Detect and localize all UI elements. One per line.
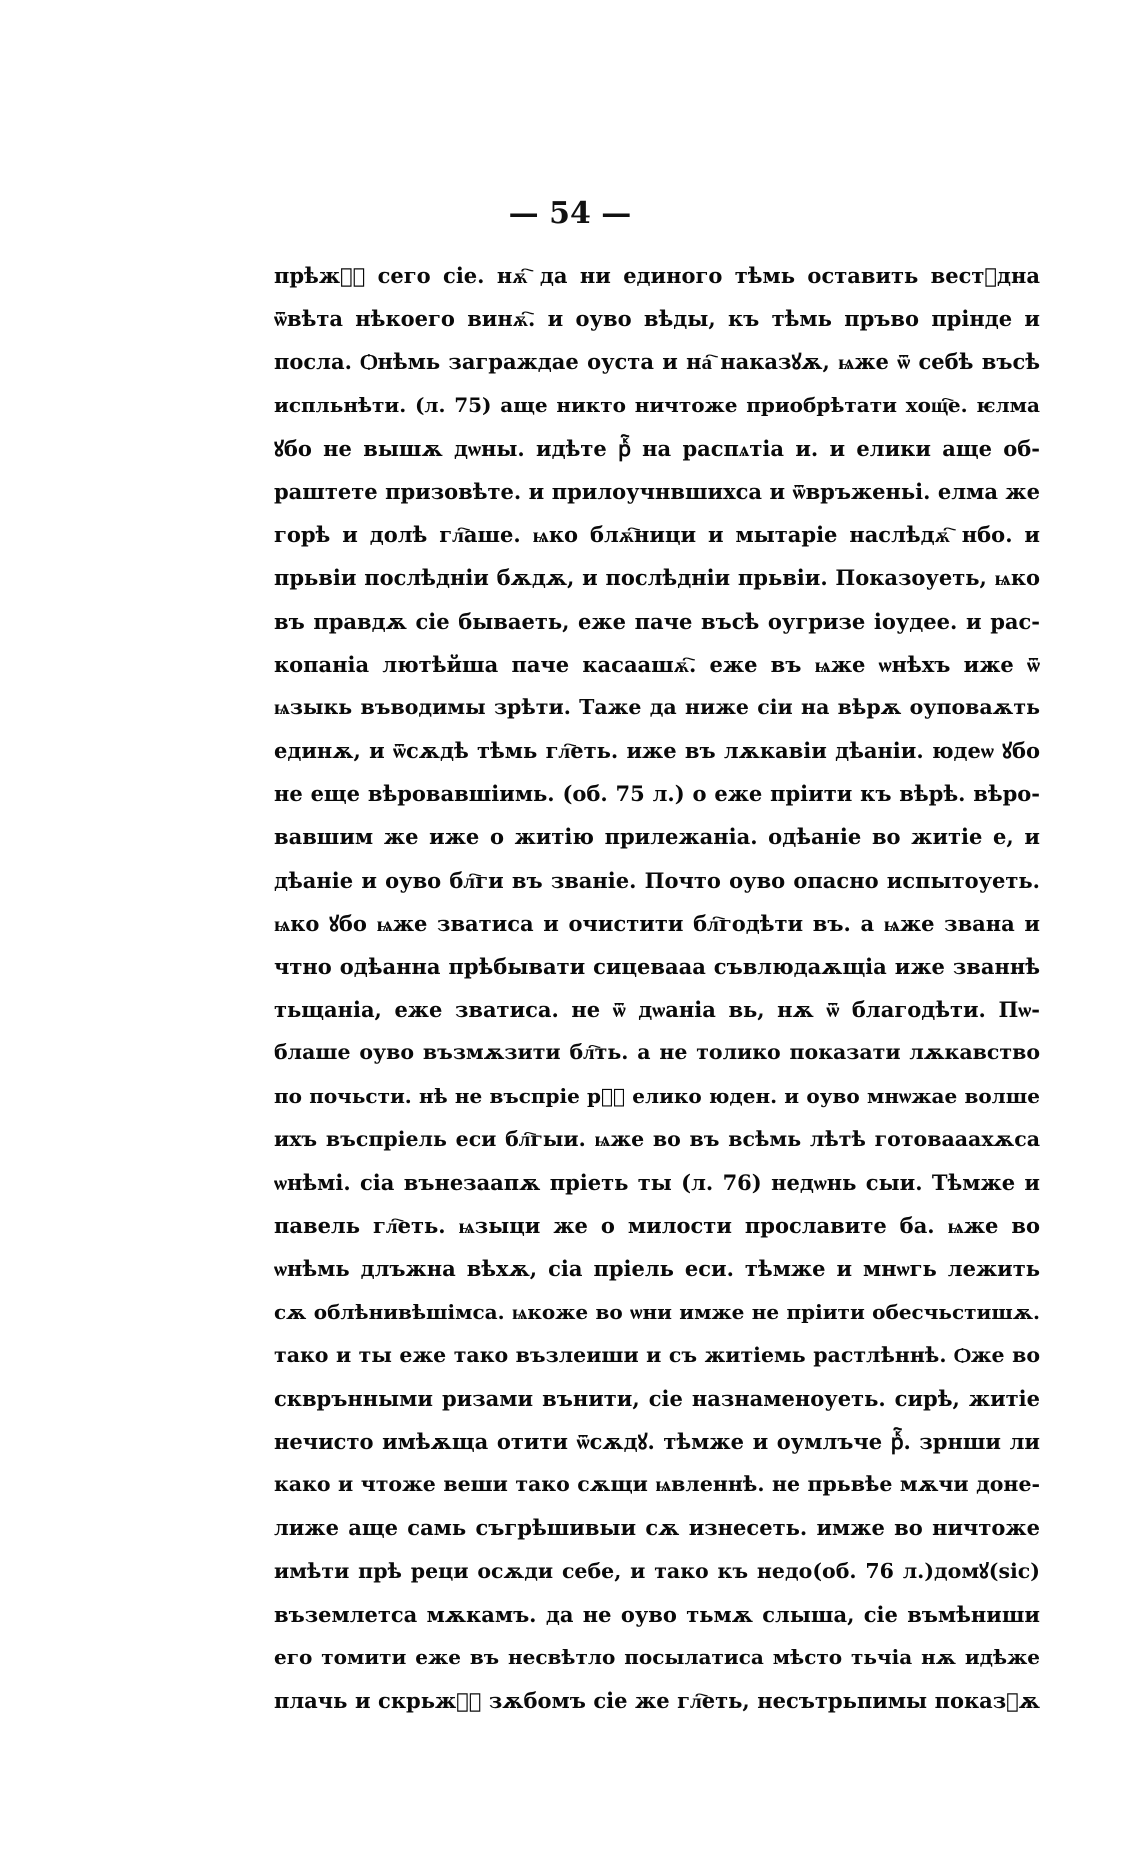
text-line: како и чтоже веши тако сѫщи ѩвленнѣ. не прьвѣе мѫчи доне- (274, 1472, 1040, 1497)
text-line: не еще вѣровавшіимь. (об. 75 л.) о еже пріити къ вѣрѣ. вѣро- (274, 781, 1040, 807)
text-line: тьщаніа, еже зватиса. не ѿ дѡаніа вь, нѫ ѿ благодѣти. Пѡ- (274, 997, 1040, 1023)
text-line: его томити еже въ несвѣтло посылатиса мѣсто тьчіа нѫ идѣже (274, 1645, 1040, 1669)
text-line: ихъ въспріель еси бл҇гыи. ѩже во въ всѣмь лѣтѣ готовааахѫса (274, 1126, 1040, 1151)
text-line: скврънными ризами вънити, сіе назнаменоуеть. сирѣ, житіе (274, 1385, 1040, 1411)
text-line: ѩко ꙋбо ѩже зватиса и очистити бл҇годѣти въ. а ѩже звана и (274, 910, 1040, 936)
text-line: ѩзыкь въводимы зрѣти. Таже да ниже сіи на вѣрѫ оуповаѫть (274, 694, 1040, 719)
text-line: посла. Ѻнѣмь заграждае оуста и на҇ наказꙋѫ, ѩже ѿ себѣ въсѣ (274, 349, 1040, 375)
text-line: ꙋбо не вышѫ дѡны. идѣте рⷦ҇ на распѧтіа и. и елики аще об- (274, 435, 1040, 461)
text-line: плачь и скрьжⷮ҇ зѫбомъ сіе же гл҇еть, несътрьпимы показꙋѫ (274, 1688, 1040, 1714)
text-line: сѫ облѣнивѣшімса. ѩкоже во ѡни имже не пріити обесчьстишѫ. (274, 1299, 1040, 1324)
text-line: нечисто имѣѫща отити ѿсѫдꙋ. тѣмже и оумлъче рⷦ҇. зрнши ли (274, 1429, 1040, 1455)
text-line: павель гл҇еть. ѩзыци же о милости прославите ба. ѩже во (274, 1213, 1040, 1239)
text-line: въземлетса мѫкамъ. да не оуво тьмѫ слыша, сіе въмѣниши (274, 1601, 1040, 1627)
text-line: ѡнѣмь длъжна вѣхѫ, сіа пріель еси. тѣмже и мнѡгь лежить (274, 1256, 1040, 1282)
text-line: копаніа лютѣйша паче касаашѫ҇. еже въ ѩже ѡнѣхъ иже ѿ (274, 651, 1040, 677)
text-line: по почьсти. нѣ не въспріе рⷦ҇ елико юден. и оуво мнѡжае волше (274, 1083, 1040, 1108)
text-line: ѿвѣта нѣкоего винѫ҇. и оуво вѣды, къ тѣмь пръво прінде и (274, 306, 1040, 332)
text-line: дѣаніе и оуво бл҇ги въ званіе. Почто оуво опасно испытоуеть. (274, 867, 1040, 893)
text-line: прьвіи послѣдніи бѫдѫ, и послѣдніи прьвіи. Показоуеть, ѩко (274, 565, 1040, 591)
text-line: прѣжⷤ҇ сего сіе. нѫ҇ да ни единого тѣмь оставить вестꙋдна (274, 263, 1040, 288)
text-line: вавшим же иже о житію прилежаніа. одѣаніе во житіе е, и (274, 824, 1040, 850)
text-line: въ правдѫ сіе бываеть, еже паче въсѣ оугризе іоудее. и рас- (274, 608, 1040, 634)
text-line: чтно одѣанна прѣбывати сицевааа съвлюдаѫщіа иже званнѣ (274, 954, 1040, 979)
text-line: имѣти прѣ реци осѫди себе, и тако къ недо(об. 76 л.)домꙋ(sic) (274, 1558, 1040, 1583)
text-line: горѣ и долѣ гл҇аше. ѩко блѫ҇ници и мытаріе наслѣдѫ҇ нбо. и (274, 522, 1040, 548)
text-line: блаше оуво възмѫзити бл҇ть. а не толико показати лѫкавство (274, 1040, 1040, 1065)
text-line: лиже аще самь съгрѣшивыи сѫ изнесеть. имже во ничтоже (274, 1515, 1040, 1541)
page-number: — 54 — (508, 196, 632, 231)
text-line: единѫ, и ѿсѫдѣ тѣмь гл҇еть. иже въ лѫкавіи дѣаніи. юдеѡ ꙋбо (274, 738, 1040, 764)
text-line: раштете призовѣте. и прилоучнвшихса и ѿвръженьі. елма же (274, 478, 1040, 504)
text-line: ѡнѣмі. сіа вънезаапѫ пріеть ты (л. 76) недѡнь сыи. Тѣмже и (274, 1169, 1040, 1195)
body-text (274, 254, 1040, 1722)
text-line: испльнѣти. (л. 75) аще никто ничтоже приобрѣтати хощ҇е. ѥлма (274, 392, 1040, 417)
text-line: тако и ты еже тако възлеиши и съ житіемь растлѣннѣ. Ѻже во (274, 1342, 1040, 1367)
